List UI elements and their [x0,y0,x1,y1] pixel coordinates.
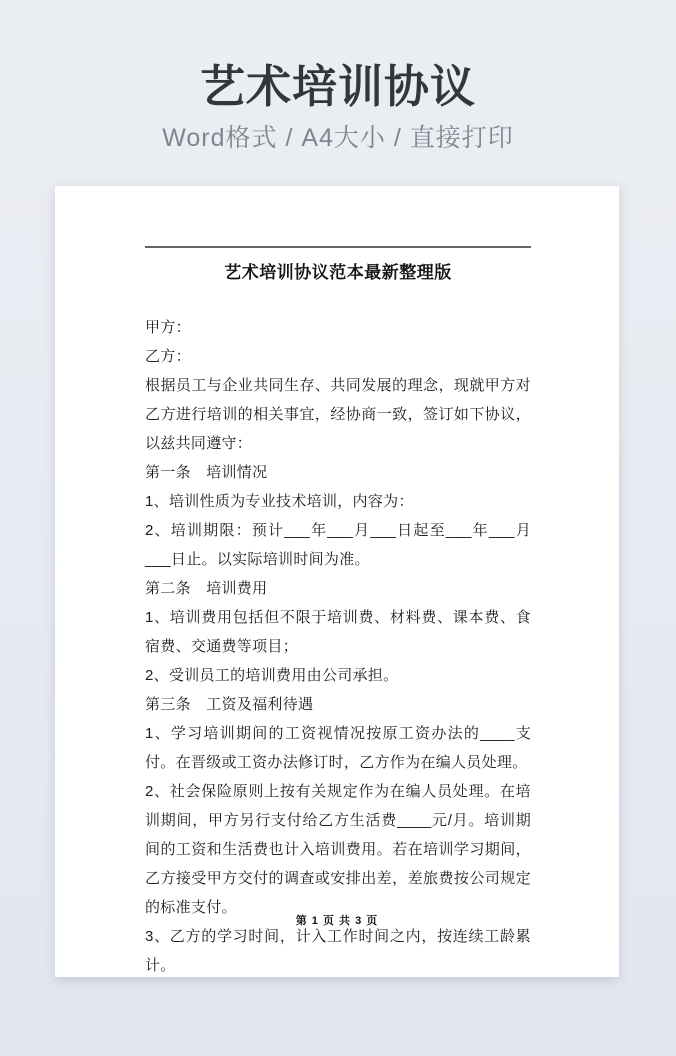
clause-1-item-1: 1、培训性质为专业技术培训，内容为： [145,493,414,510]
clause-1-heading: 第一条 培训情况 [145,464,268,481]
page-number-footer: 第 1 页 共 3 页 [295,915,379,927]
paragraph-preamble: 根据员工与企业共同生存、共同发展的理念，现就甲方对乙方进行培训的相关事宜，经协商一致，签订如下协议，以兹共同遵守： [145,377,531,452]
clause-2-heading: 第二条 培训费用 [145,580,268,597]
clause-1-item-2: 2、培训期限：预计___年___月___日起至___年___月___日止。以实际培训时间为准。 [145,522,531,568]
clause-2-item-2: 2、受训员工的培训费用由公司承担。 [145,667,399,684]
paragraph-party-a: 甲方： [145,319,191,336]
document-body [145,313,531,980]
clause-3-item-1: 1、学习培训期间的工资视情况按原工资办法的____支付。在晋级或工资办法修订时，乙方作为在编人员处理。 [145,725,531,771]
document-title: 艺术培训协议范本最新整理版 [224,263,452,282]
document-top-rule [145,246,531,248]
clause-3-item-3: 3、乙方的学习时间，计入工作时间之内，按连续工龄累计。 [145,928,531,974]
clause-3-heading: 第三条 工资及福利待遇 [145,696,314,713]
page-title: 艺术培训协议 [199,61,476,112]
header-banner [0,0,676,153]
clause-2-item-1: 1、培训费用包括但不限于培训费、材料费、课本费、食宿费、交通费等项目； [145,609,531,655]
clause-3-item-2: 2、社会保险原则上按有关规定作为在编人员处理。在培训期间，甲方另行支付给乙方生活费____元/月。培训期间的工资和生活费也计入培训费用。若在培训学习期间，乙方接受甲方交付的调查或安排出差，差旅费按公司规定的标准支付。 [145,783,531,916]
document-page-preview [55,186,619,977]
page-subtitle: Word格式 / A4大小 / 直接打印 [162,124,514,152]
paragraph-party-b: 乙方： [145,348,191,365]
